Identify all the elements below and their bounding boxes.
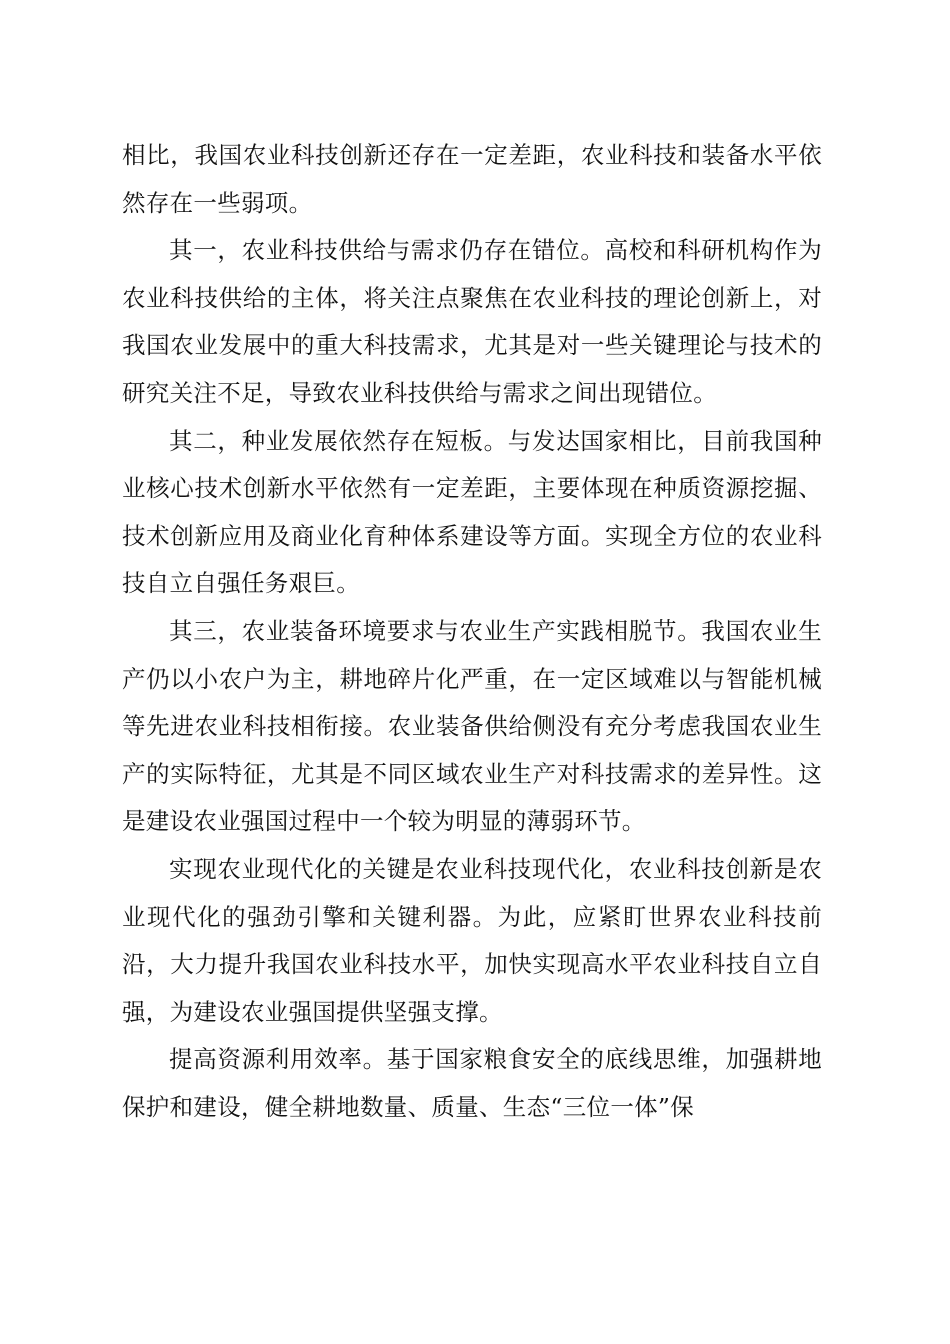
paragraph-resource-efficiency: 提高资源利用效率。基于国家粮食安全的底线思维，加强耕地保护和建设，健全耕地数量、质量、生态“三位一体”保	[122, 1045, 822, 1121]
paragraph-modernization-key: 实现农业现代化的关键是农业科技现代化，农业科技创新是农业现代化的强劲引擎和关键利器。为此，应紧盯世界农业科技前沿，大力提升我国农业科技水平，加快实现高水平农业科技自立自强，为建设农业强国提供坚强支撑。	[122, 854, 822, 1026]
document-page	[122, 132, 822, 1131]
paragraph-equipment-environment: 其三，农业装备环境要求与农业生产实践相脱节。我国农业生产仍以小农户为主，耕地碎片化严重，在一定区域难以与智能机械等先进农业科技相衔接。农业装备供给侧没有充分考虑我国农业生产的实际特征，尤其是不同区域农业生产对科技需求的差异性。这是建设农业强国过程中一个较为明显的薄弱环节。	[122, 616, 822, 836]
paragraph-continued: 相比，我国农业科技创新还存在一定差距，农业科技和装备水平依然存在一些弱项。	[122, 141, 822, 217]
paragraph-seed-industry: 其二，种业发展依然存在短板。与发达国家相比，目前我国种业核心技术创新水平依然有一定差距，主要体现在种质资源挖掘、技术创新应用及商业化育种体系建设等方面。实现全方位的农业科技自立自强任务艰巨。	[122, 426, 822, 598]
paragraph-supply-demand-mismatch: 其一，农业科技供给与需求仍存在错位。高校和科研机构作为农业科技供给的主体，将关注点聚焦在农业科技的理论创新上，对我国农业发展中的重大科技需求，尤其是对一些关键理论与技术的研究关注不足，导致农业科技供给与需求之间出现错位。	[122, 236, 822, 407]
